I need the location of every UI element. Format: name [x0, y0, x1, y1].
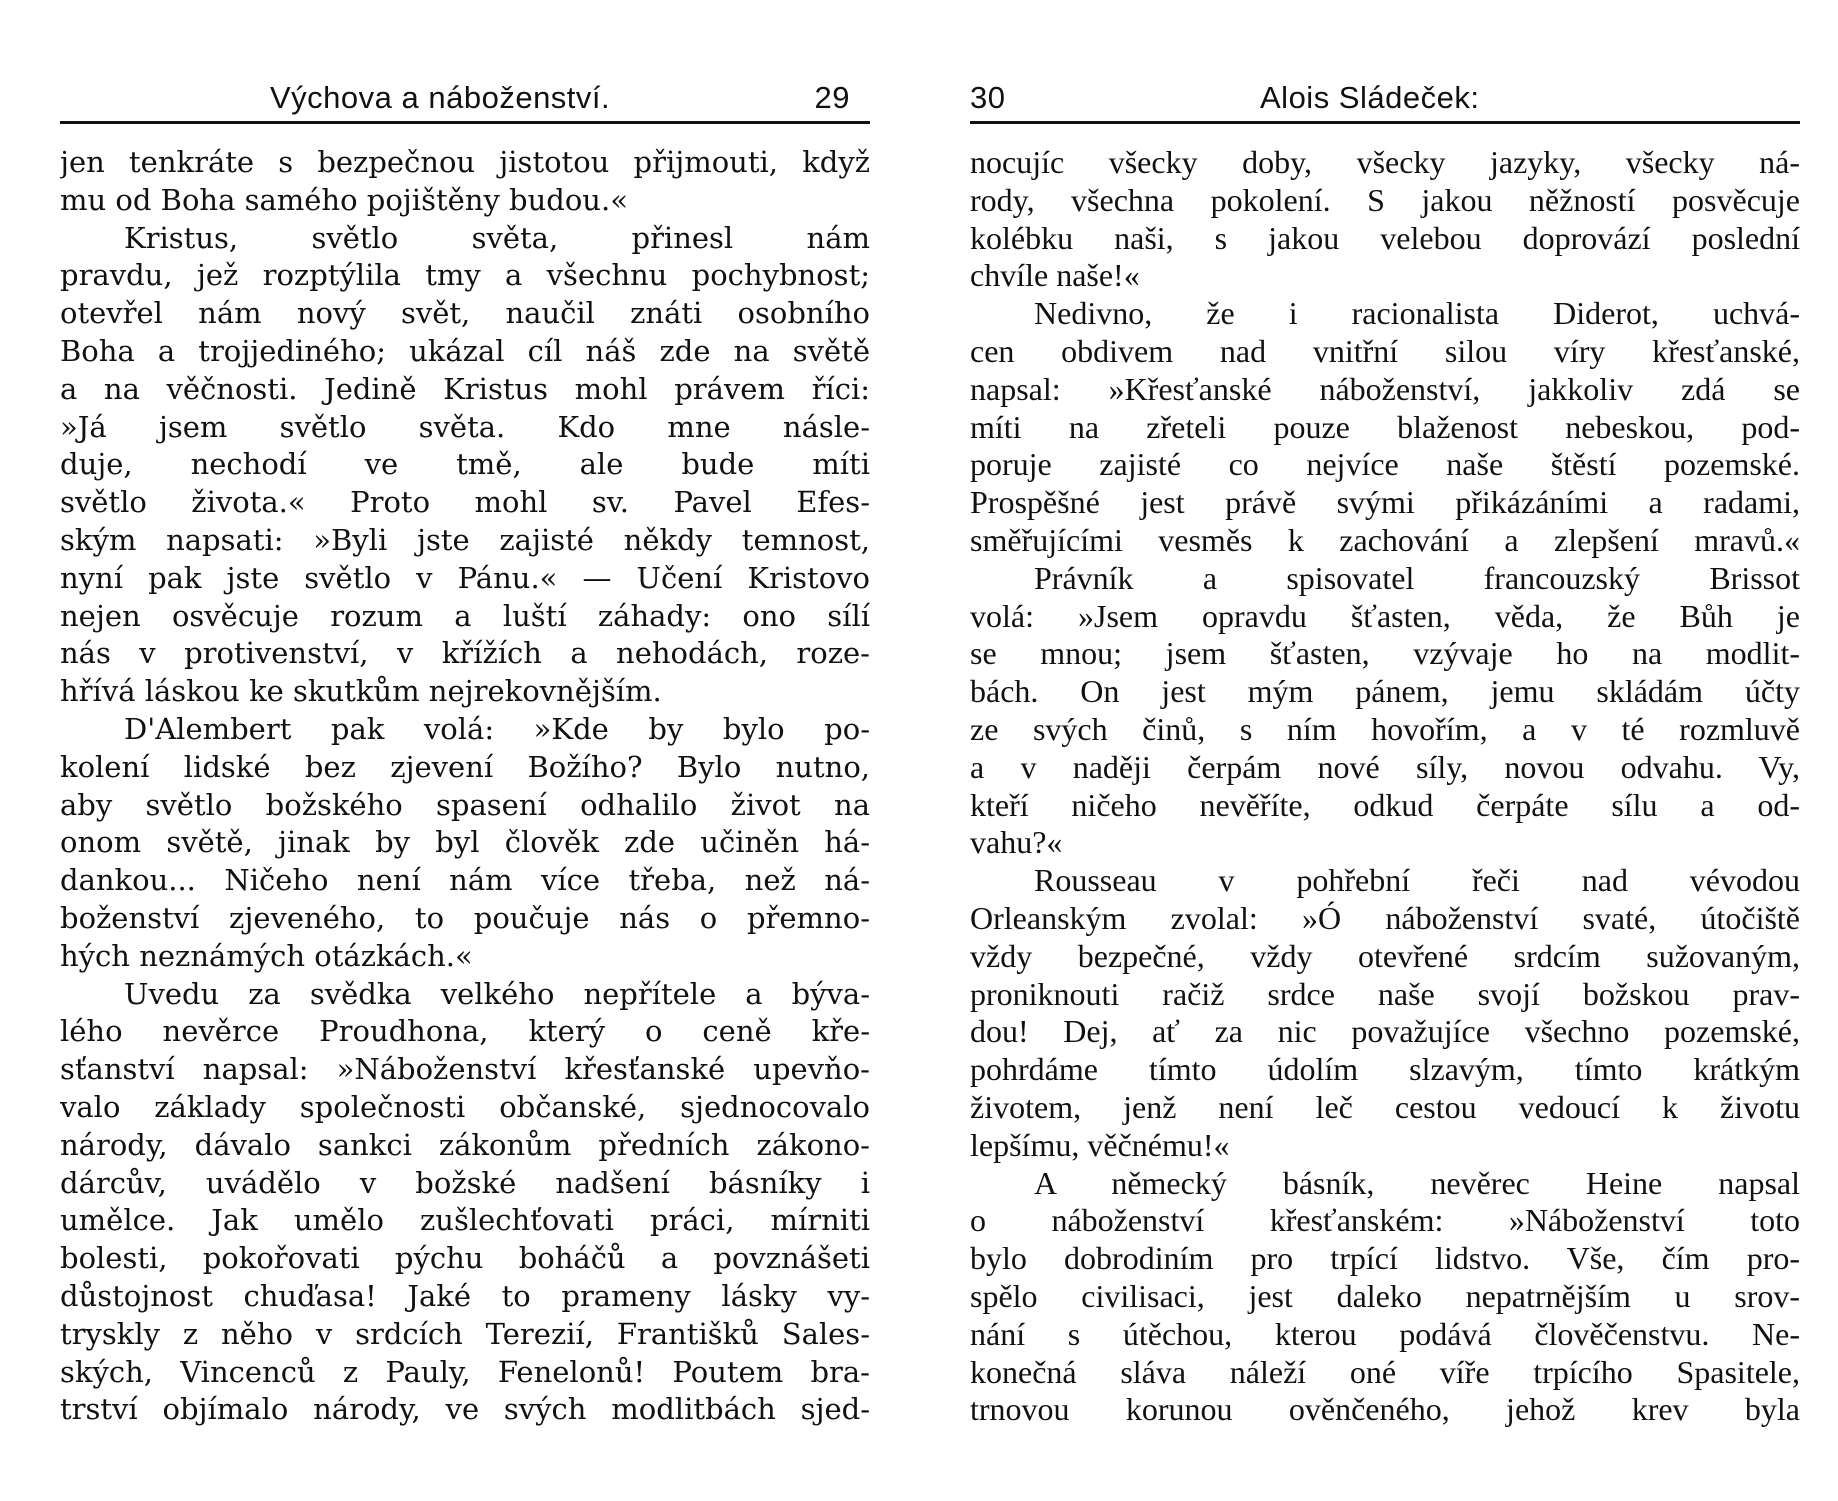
text-line: onom světě, jinak by byl člověk zde učiněn há- — [60, 825, 870, 860]
text-line: o náboženství křesťanském: »Náboženství toto — [970, 1202, 1800, 1239]
text-line: lepšímu, věčnému!« — [970, 1126, 1230, 1163]
text-line: konečná sláva náleží oné víře trpícího Spasitele, — [970, 1353, 1800, 1390]
text-line: jen tenkráte s bezpečnou jistotou přijmouti, když — [60, 145, 870, 179]
text-line: mu od Boha samého pojištěny budou.« — [60, 182, 628, 217]
text-line: se mnou; jsem šťasten, vzývaje ho na modlit- — [970, 635, 1800, 672]
text-line: nocujíc všecky doby, všecky jazyky, všecky ná- — [970, 144, 1800, 180]
text-line: světlo života.« Proto mohl sv. Pavel Efes- — [60, 485, 870, 520]
text-line: D'Alembert pak volá: »Kde by bylo po- — [124, 711, 870, 746]
left-page-body — [60, 144, 870, 1429]
text-line: boženství zjeveného, to poučuje nás o přemno- — [60, 900, 870, 935]
text-line: lého nevěrce Proudhona, který o ceně kře- — [60, 1014, 870, 1049]
text-line: dankou... Ničeho není nám více třeba, než ná- — [60, 863, 870, 898]
text-line: tryskly z něho v srdcích Terezií, Františků Sales- — [60, 1316, 870, 1351]
page-number: 29 — [814, 80, 850, 115]
left-page-header — [60, 72, 870, 124]
left-page — [60, 0, 870, 1429]
running-title: Alois Sládeček: — [1260, 80, 1480, 115]
text-line: cen obdivem nad vnitřní silou víry křesťanské, — [970, 332, 1800, 369]
text-line: míti na zřeteli pouze blaženost nebeskou, pod- — [970, 408, 1800, 445]
text-line: chvíle naše!« — [970, 257, 1140, 294]
text-line: vždy bezpečné, vždy otevřené srdcím sužovaným, — [970, 937, 1800, 974]
text-line: ských, Vincenců z Pauly, Fenelonů! Poutem bra- — [60, 1354, 870, 1389]
running-title: Výchova a náboženství. — [270, 80, 611, 115]
text-line: Prospěšné jest právě svými přikázáními a radami, — [970, 484, 1800, 521]
text-line: volá: »Jsem opravdu šťasten, věda, že Bůh je — [970, 597, 1800, 634]
header-rule — [60, 121, 870, 124]
text-line: národy, dávalo sankci zákonům předních zákono- — [60, 1127, 870, 1162]
text-line: napsal: »Křesťanské náboženství, jakkoliv zdá se — [970, 370, 1800, 407]
text-line: hých neznámých otázkách.« — [60, 938, 473, 973]
text-line: »Já jsem světlo světa. Kdo mne násle- — [60, 409, 870, 444]
text-line: nás v protivenství, v křížích a nehodách, roze- — [60, 636, 870, 671]
right-page-body — [970, 144, 1800, 1429]
text-line: trnovou korunou ověnčeného, jehož krev byla — [970, 1391, 1800, 1428]
text-line: nejen osvěcuje rozum a luští záhady: ono sílí — [60, 598, 870, 633]
text-line: a na věčnosti. Jedině Kristus mohl právem říci: — [60, 371, 870, 406]
text-line: nání s útěchou, kterou podává člověčenstvu. Ne- — [970, 1315, 1800, 1352]
text-line: Rousseau v pohřební řeči nad vévodou — [1034, 862, 1800, 899]
text-line: Orleanským zvolal: »Ó náboženství svaté, útočiště — [970, 899, 1800, 936]
text-line: umělce. Jak umělo zušlechťovati práci, mírniti — [60, 1203, 870, 1238]
text-line: hřívá láskou ke skutkům nejrekovnějším. — [60, 674, 662, 709]
text-line: vahu?« — [970, 824, 1063, 861]
text-line: kolébku naši, s jakou velebou doprovází poslední — [970, 219, 1800, 256]
text-line: otevřel nám nový svět, naučil znáti osobního — [60, 296, 870, 331]
text-line: aby světlo božského spasení odhalilo život na — [60, 787, 870, 822]
text-line: kolení lidské bez zjevení Božího? Bylo nutno, — [60, 749, 870, 784]
text-line: poruje zajisté co nejvíce naše štěstí pozemské. — [970, 446, 1800, 483]
text-line: dárcův, uvádělo v božské nadšení básníky i — [60, 1165, 870, 1200]
text-line: ze svých činů, s ním hovořím, a v té rozmluvě — [970, 710, 1800, 747]
text-line: bách. On jest mým pánem, jemu skládám účty — [970, 673, 1800, 710]
page-number: 30 — [970, 80, 1006, 115]
text-line: Kristus, světlo světa, přinesl nám — [124, 220, 870, 255]
text-line: proniknouti račiž srdce naše svojí božskou prav- — [970, 975, 1800, 1012]
text-line: spělo civilisaci, jest daleko nepatrnějším u srov- — [970, 1277, 1800, 1314]
text-line: Uvedu za svědka velkého nepřítele a býva- — [124, 976, 870, 1011]
text-line: Nedivno, že i racionalista Diderot, uchvá- — [1034, 295, 1800, 332]
header-rule — [970, 121, 1800, 124]
text-line: pravdu, jež rozptýlila tmy a všechnu pochybnost; — [60, 258, 870, 293]
text-line: duje, nechodí ve tmě, ale bude míti — [60, 447, 870, 482]
text-line: směřujícími vesměs k zachování a zlepšení mravů.« — [970, 521, 1800, 558]
text-line: a v naději čerpám nové síly, novou odvahu. Vy, — [970, 748, 1800, 785]
text-line: trství objímalo národy, ve svých modlitbách sjed- — [60, 1392, 870, 1427]
text-line: bolesti, pokořovati pýchu boháčů a povznášeti — [60, 1241, 870, 1276]
text-line: ským napsati: »Byli jste zajisté někdy temnost, — [60, 522, 870, 557]
text-line: dou! Dej, ať za nic považujíce všechno pozemské, — [970, 1013, 1800, 1050]
text-line: sťanství napsal: »Náboženství křesťanské upevňo- — [60, 1052, 870, 1087]
text-line: důstojnost chuďasa! Jaké to prameny lásky vy- — [60, 1278, 870, 1313]
text-line: A německý básník, nevěrec Heine napsal — [1034, 1164, 1800, 1201]
text-line: valo základy společnosti občanské, sjednocovalo — [60, 1089, 870, 1124]
right-page — [970, 0, 1800, 1429]
text-line: Právník a spisovatel francouzský Brissot — [1034, 559, 1800, 596]
text-line: bylo dobrodiním pro trpící lidstvo. Vše, čím pro- — [970, 1240, 1800, 1277]
text-line: životem, jenž není leč cestou vedoucí k životu — [970, 1088, 1800, 1125]
right-page-header — [970, 72, 1800, 124]
text-line: Boha a trojjediného; ukázal cíl náš zde na světě — [60, 333, 870, 368]
text-line: rody, všechna pokolení. S jakou něžností posvěcuje — [970, 181, 1800, 218]
text-line: nyní pak jste světlo v Pánu.« — Učení Kristovo — [60, 560, 870, 595]
text-line: kteří ničeho nevěříte, odkud čerpáte sílu a od- — [970, 786, 1800, 823]
text-line: pohrdáme tímto údolím slzavým, tímto krátkým — [970, 1051, 1800, 1088]
